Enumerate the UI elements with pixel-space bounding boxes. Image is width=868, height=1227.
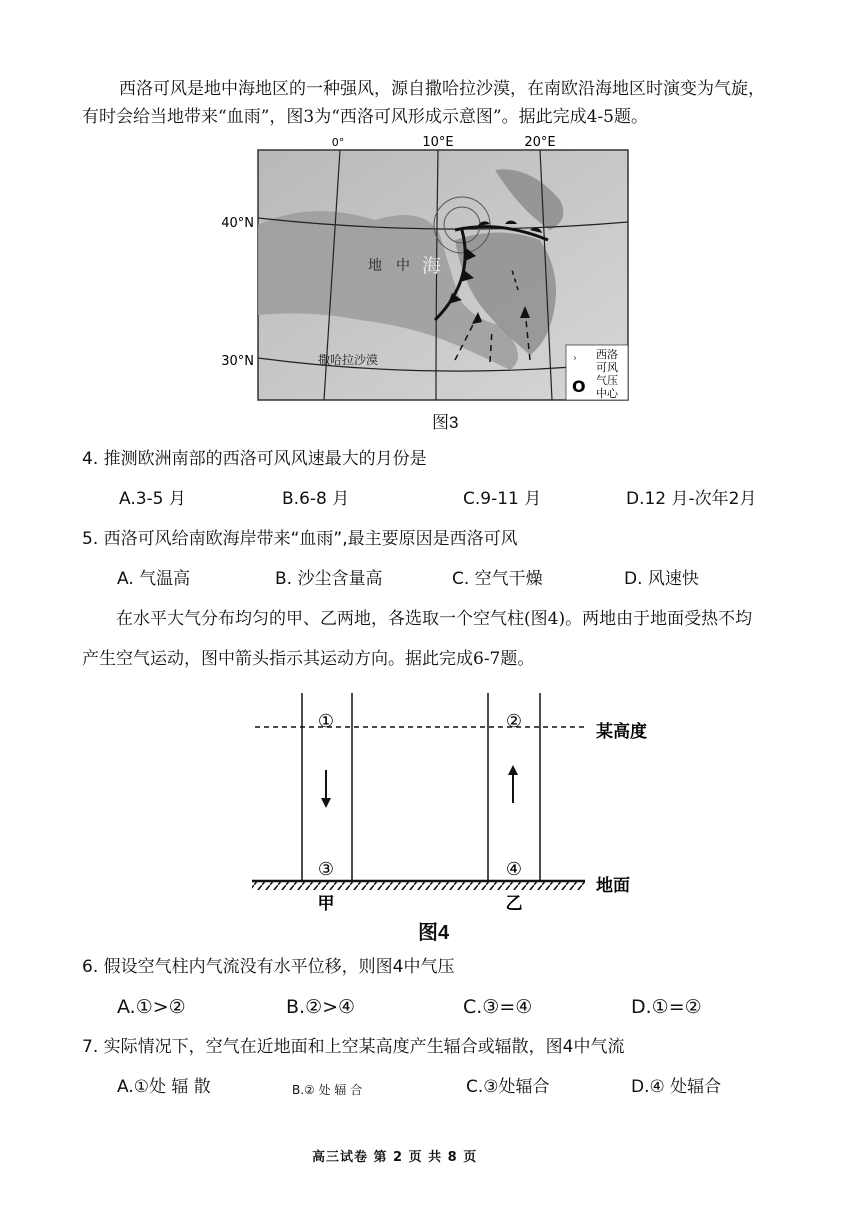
q7-option-a[interactable]: A.①处 辐 散 bbox=[117, 1077, 211, 1097]
sea-label-char-2: 中 bbox=[396, 258, 410, 274]
q4-option-a[interactable]: A.3-5 月 bbox=[119, 489, 186, 509]
point-4-label: ④ bbox=[505, 859, 523, 880]
figure-3-caption: 图3 bbox=[432, 413, 459, 432]
legend-arrow-label-line2: 可风 bbox=[596, 361, 618, 374]
q6-option-d[interactable]: D.①=② bbox=[631, 996, 702, 1018]
legend-center-label-line1: 气压 bbox=[596, 374, 618, 387]
legend-center-label-line2: 中心 bbox=[596, 387, 618, 400]
q4-option-d[interactable]: D.12 月-次年2月 bbox=[626, 489, 757, 509]
q6-option-a[interactable]: A.①>② bbox=[117, 996, 186, 1018]
lon-label-0: 0° bbox=[331, 136, 345, 149]
point-1-label: ① bbox=[317, 711, 335, 732]
q7-stem: 7. 实际情况下，空气在近地面和上空某高度产生辐合或辐散，图4中气流 bbox=[82, 1037, 625, 1057]
lat-label-40n: 40°N bbox=[221, 216, 254, 231]
intro2-line-2: 产生空气运动，图中箭头指示其运动方向。据此完成6-7题。 bbox=[82, 649, 535, 669]
q6-option-c[interactable]: C.③=④ bbox=[463, 996, 533, 1018]
legend-center-symbol: O bbox=[572, 377, 586, 396]
q5-stem: 5. 西洛可风给南欧海岸带来“血雨”,最主要原因是西洛可风 bbox=[82, 529, 518, 549]
q6-stem: 6. 假设空气柱内气流没有水平位移，则图4中气压 bbox=[82, 957, 455, 977]
q4-option-b[interactable]: B.6-8 月 bbox=[282, 489, 350, 509]
height-label: 某高度 bbox=[596, 722, 647, 742]
page-footer: 高三试卷 第 2 页 共 8 页 bbox=[312, 1150, 478, 1165]
q5-option-d[interactable]: D. 风速快 bbox=[624, 569, 699, 589]
figure-4-caption: 图4 bbox=[418, 922, 450, 944]
q4-stem: 4. 推测欧洲南部的西洛可风风速最大的月份是 bbox=[82, 449, 427, 469]
figure-4 bbox=[230, 685, 670, 915]
site-jia-label: 甲 bbox=[317, 894, 335, 914]
q7-option-d[interactable]: D.④ 处辐合 bbox=[631, 1077, 722, 1097]
q5-option-a[interactable]: A. 气温高 bbox=[117, 569, 191, 589]
intro-line-1: 西洛可风是地中海地区的一种强风，源自撒哈拉沙漠，在南欧沿海地区时演变为气旋， bbox=[119, 79, 765, 99]
q7-option-b[interactable]: B.② 处 辐 合 bbox=[292, 1083, 363, 1097]
legend-arrow-label-line1: 西洛 bbox=[596, 348, 618, 361]
intro-line-2: 有时会给当地带来“血雨”，图3为“西洛可风形成示意图”。据此完成4-5题。 bbox=[82, 107, 648, 127]
figure-3 bbox=[200, 130, 640, 405]
sahara-label: 撒哈拉沙漠 bbox=[318, 353, 379, 367]
air-column-diagram bbox=[230, 685, 670, 915]
legend-arrow-symbol: › bbox=[573, 353, 577, 364]
q6-option-b[interactable]: B.②>④ bbox=[286, 996, 356, 1018]
q4-option-c[interactable]: C.9-11 月 bbox=[463, 489, 542, 509]
lon-label-10e: 10°E bbox=[422, 135, 454, 150]
ground-hatching bbox=[252, 882, 585, 890]
q5-option-c[interactable]: C. 空气干燥 bbox=[452, 569, 543, 589]
lon-label-20e: 20°E bbox=[524, 135, 556, 150]
sea-label-char-1: 地 bbox=[368, 258, 382, 274]
point-2-label: ② bbox=[505, 711, 523, 732]
intro2-line-1: 在水平大气分布均匀的甲、乙两地，各选取一个空气柱(图4)。两地由于地面受热不均 bbox=[116, 609, 753, 629]
point-3-label: ③ bbox=[317, 859, 335, 880]
up-arrow-head bbox=[508, 765, 518, 775]
lat-label-30n: 30°N bbox=[221, 354, 254, 369]
mediterranean-map bbox=[200, 130, 640, 405]
down-arrow-head bbox=[321, 798, 331, 808]
q7-option-c[interactable]: C.③处辐合 bbox=[466, 1077, 550, 1097]
site-yi-label: 乙 bbox=[505, 894, 523, 914]
q5-option-b[interactable]: B. 沙尘含量高 bbox=[275, 569, 383, 589]
sea-label-char-3: 海 bbox=[422, 255, 442, 277]
ground-label: 地面 bbox=[596, 876, 630, 896]
